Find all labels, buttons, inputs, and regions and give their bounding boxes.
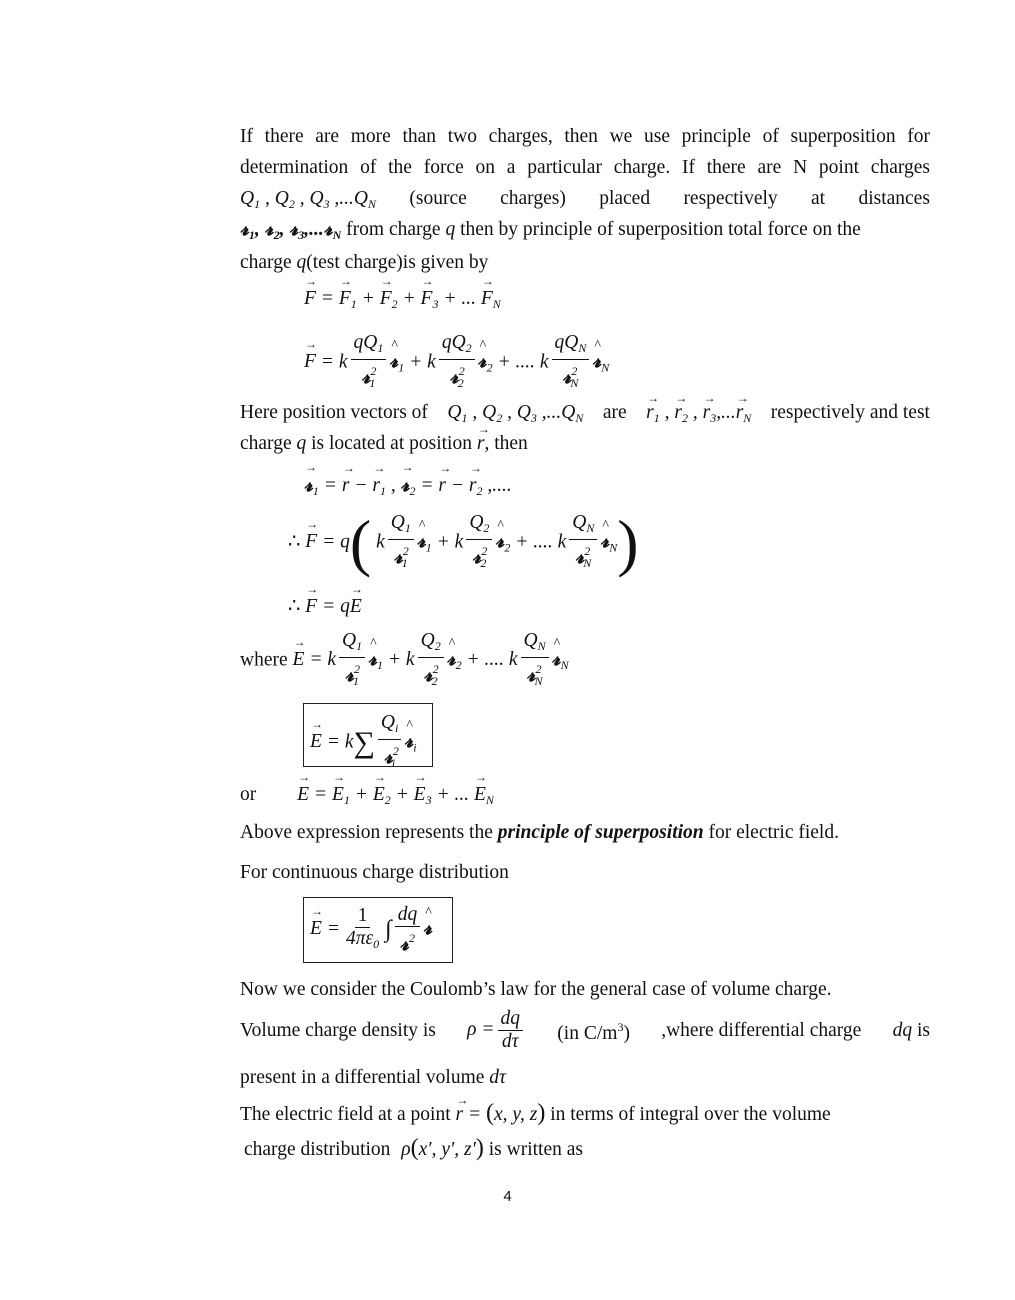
force-sum-equation: → F = → $F_1$ + → $F_2$ + → $F_3$ + ... → $F_N$ [304,288,501,312]
text: for electric field. [708,822,839,843]
density-unit: (in $C/m^3$) [557,1020,630,1044]
text: are [602,402,627,423]
text: then by principle of superposition total force on the [460,219,861,240]
field-point-line: The electric field at a point → r = (x, y, z) in terms of integral over the volume [240,1098,930,1130]
force-factored-equation: ∴ → F = q( k $\frac{Q_1}{𝓻^2_1}$ ^ 𝓻$_1$ + k $\frac{Q_2}{𝓻^2_2}$ ^ 𝓻$_2$ + .... k $\frac{Q_N}{𝓻^2_N}$ ^ 𝓻$_N$) [288,512,639,574]
text: present in a differential volume [240,1067,485,1088]
text: from charge [346,219,441,240]
text: charge [240,433,292,454]
field-definition-line: where → E = k $\frac{Q_1}{𝓻^2_1}$ ^ 𝓻$_1$ + k $\frac{Q_2}{𝓻^2_2}$ ^ 𝓻$_2$ + .... k $\frac{Q_N}{𝓻^2_N}$ ^ 𝓻$_N$ [240,630,569,692]
text: charge [240,252,292,273]
page-number: 4 [503,1188,512,1205]
density-line [240,1008,930,1053]
word: (source [409,188,467,209]
separation-vector-equation: → 𝓻$_1$ = → r − → $r_1$ , → 𝓻$_2$ = → r − → $r_2$ ,.... [304,474,512,499]
word: respectively [683,188,778,209]
text: (test charge)is given by [306,252,489,273]
para1-line4 [240,214,930,251]
source-charges-list: $Q_1$ , $Q_2$ , $Q_3$ $,...Q_N$ [240,188,377,211]
text: ,where differential charge [661,1020,862,1041]
var-q: q [296,433,307,454]
charge-distribution-line: charge distribution ρ(x′, y′, z′) is written as [244,1135,583,1161]
coulomb-sum-equation: → F = k $\frac{qQ_1}{𝓻^2_1}$ ^ 𝓻$_1$ + k $\frac{qQ_2}{𝓻^2_2}$ ^ 𝓻$_2$ + .... k $\frac{qQ_N}{𝓻^2_N}$ ^ 𝓻$_N$ [304,332,609,394]
text: Above expression represents the [240,822,493,843]
density-line2: present in a differential volume dτ [240,1067,506,1088]
var-q: q [296,252,307,273]
word: at [811,188,826,209]
word: distances [858,188,930,209]
para1-line2: determination of the force on a particular charge. If there are N point charges [240,157,930,178]
text: in terms of integral over the volume [550,1104,831,1125]
text: , then [484,433,528,454]
text: is located at position [311,433,472,454]
word: charges) [500,188,566,209]
continuous-sentence: For continuous charge distribution [240,862,509,883]
var-q: q [445,219,456,240]
text: The electric field at a point [240,1104,451,1125]
position-vectors-list: → $r_1$ , → $r_2$ , → $r_3,...\to r_N$ [646,397,751,434]
density-formula: ρ = $\frac{dq}{d\tau}$ [467,1008,526,1053]
text: Here position vectors of [240,402,428,423]
para2-line2 [240,428,930,459]
word: placed [599,188,651,209]
emphasis: principle of superposition [497,822,704,843]
or-label: or [240,784,257,805]
text: Volume charge density is [240,1020,436,1041]
text: is written as [488,1139,583,1160]
source-charges-list: $Q_1$ , $Q_2$ , $Q_3$ $,...Q_N$ [447,402,584,425]
para1-line1: If there are more than two charges, then we use principle of superposition for [240,126,930,147]
superposition-sentence [240,817,930,848]
where-label: where [240,649,288,671]
boxed-field-sum: → E = k∑ $\frac{Q_i}{𝓻^2_i}$ ^ 𝓻$_i$ [303,703,433,767]
text: respectively and test [770,402,930,423]
boxed-field-integral: → E = $\frac{1}{4\pi\varepsilon_0}$ ∫ $\frac{dq}{𝓻^2}$ ^ 𝓻 [303,897,453,963]
text: charge distribution [244,1139,391,1160]
coulomb-volume-sentence: Now we consider the Coulomb’s law for the general case of volume charge. [240,979,832,1000]
force-field-equation: ∴ → F = q→ E [288,594,362,618]
var-r: → r [477,428,485,459]
field-sum-line: or → E = → $E_1$ + → $E_2$ + → $E_3$ + ... → $E_N$ [240,784,494,808]
distance-list: 𝓻$_1$, 𝓻$_2$, 𝓻$_3$,...𝓻$_N$ [240,219,342,242]
dq-is: dq is [892,1020,930,1041]
